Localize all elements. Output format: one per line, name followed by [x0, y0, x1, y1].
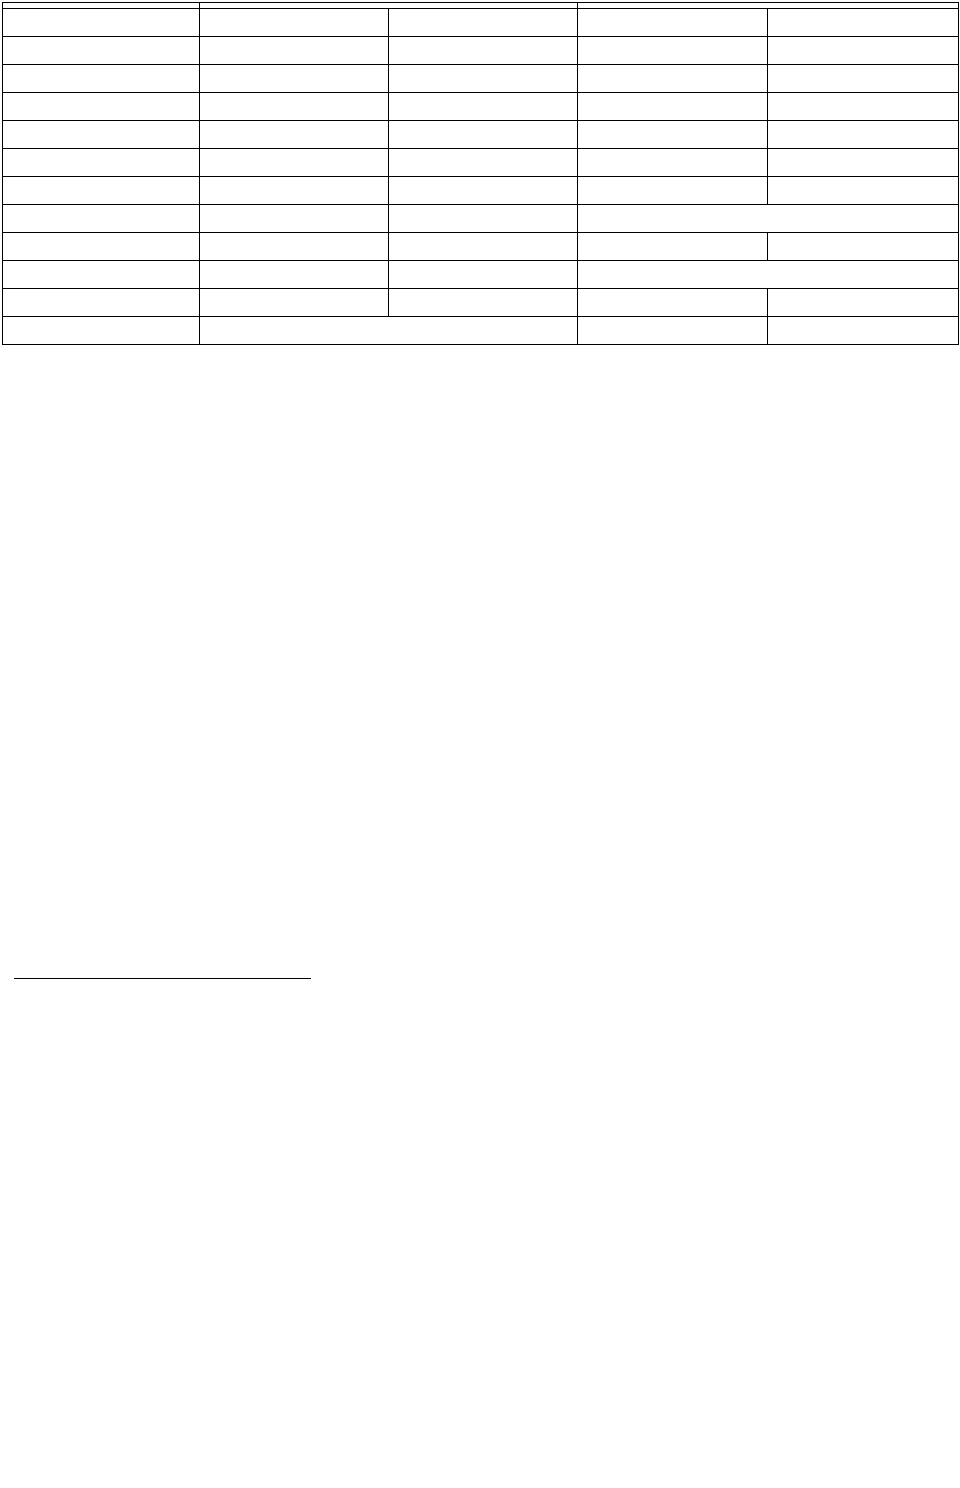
basis-cell: [578, 205, 959, 233]
subheader-basis-nej: [768, 9, 959, 37]
q16-ja-cell: [200, 177, 389, 205]
subheader-q16-ja: [200, 9, 389, 37]
municipality-cell: [3, 121, 200, 149]
basis-nej-cell: [768, 37, 959, 65]
basis-nej-cell: [768, 177, 959, 205]
table-row: [3, 233, 959, 261]
q16-nej-cell: [389, 177, 578, 205]
table-row: [3, 93, 959, 121]
table-row: [3, 177, 959, 205]
basis-nej-cell: [768, 93, 959, 121]
municipality-cell: [3, 261, 200, 289]
basis-ja-cell: [578, 317, 768, 345]
subheader-q16-nej: [389, 9, 578, 37]
survey-table: [2, 2, 959, 345]
basis-ja-cell: [578, 37, 768, 65]
q16-nej-cell: [389, 121, 578, 149]
basis-ja-cell: [578, 65, 768, 93]
basis-nej-cell: [768, 289, 959, 317]
q16-nej-cell: [389, 289, 578, 317]
q16-nej-cell: [389, 37, 578, 65]
q16-ja-cell: [200, 121, 389, 149]
basis-ja-cell: [578, 177, 768, 205]
q16-ja-cell: [200, 149, 389, 177]
footnote-separator: [14, 978, 311, 979]
q16-nej-cell: [389, 93, 578, 121]
q16-ja-cell: [200, 93, 389, 121]
q16-merged-cell: [200, 317, 578, 345]
basis-ja-cell: [578, 121, 768, 149]
table-row: [3, 37, 959, 65]
table-row: [3, 289, 959, 317]
municipality-cell: [3, 317, 200, 345]
basis-nej-cell: [768, 149, 959, 177]
q16-ja-cell: [200, 261, 389, 289]
q16-ja-cell: [200, 37, 389, 65]
q16-ja-cell: [200, 289, 389, 317]
basis-cell: [578, 261, 959, 289]
table-row: [3, 149, 959, 177]
q16-ja-cell: [200, 205, 389, 233]
subheader-blank: [3, 9, 200, 37]
q16-nej-cell: [389, 233, 578, 261]
q16-nej-cell: [389, 261, 578, 289]
table-row: [3, 261, 959, 289]
municipality-cell: [3, 205, 200, 233]
basis-nej-cell: [768, 121, 959, 149]
table-row: [3, 205, 959, 233]
municipality-cell: [3, 93, 200, 121]
basis-ja-cell: [578, 289, 768, 317]
municipality-cell: [3, 233, 200, 261]
municipality-cell: [3, 177, 200, 205]
municipality-cell: [3, 289, 200, 317]
table-row: [3, 65, 959, 93]
basis-nej-cell: [768, 65, 959, 93]
municipality-cell: [3, 65, 200, 93]
q16-ja-cell: [200, 65, 389, 93]
basis-ja-cell: [578, 149, 768, 177]
municipality-cell: [3, 149, 200, 177]
basis-ja-cell: [578, 93, 768, 121]
basis-ja-cell: [578, 233, 768, 261]
q16-nej-cell: [389, 149, 578, 177]
basis-nej-cell: [768, 317, 959, 345]
subheader-basis-ja: [578, 9, 768, 37]
q16-nej-cell: [389, 205, 578, 233]
municipality-cell: [3, 37, 200, 65]
table-row: [3, 121, 959, 149]
q16-nej-cell: [389, 65, 578, 93]
basis-nej-cell: [768, 233, 959, 261]
table-row: [3, 317, 959, 345]
q16-ja-cell: [200, 233, 389, 261]
